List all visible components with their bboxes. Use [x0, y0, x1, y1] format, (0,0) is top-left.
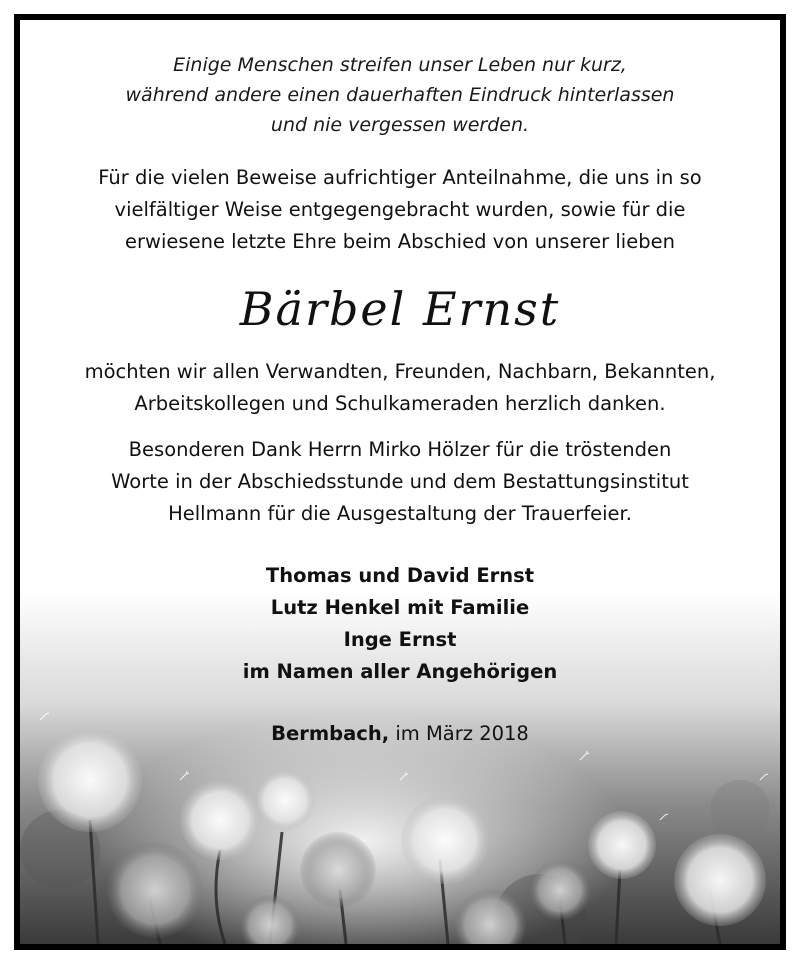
deceased-name: Bärbel Ernst	[239, 282, 561, 336]
text-line: Arbeitskollegen und Schulkameraden herzlich danken.	[134, 392, 666, 415]
signer-line: Lutz Henkel mit Familie	[270, 596, 530, 619]
signer-line: Inge Ernst	[343, 628, 457, 651]
motto-quote	[20, 50, 780, 140]
special-thanks	[20, 434, 780, 530]
text-line: Hellmann für die Ausgestaltung der Trauerfeier.	[168, 502, 632, 525]
signers-block	[20, 560, 780, 688]
text-line: erwiesene letzte Ehre beim Abschied von unserer lieben	[125, 230, 675, 253]
signer-line: Thomas und David Ernst	[265, 564, 535, 587]
obituary-frame	[14, 14, 786, 950]
motto-line: während andere einen dauerhaften Eindruck hinterlassen	[125, 84, 675, 106]
place-name: Bermbach,	[271, 722, 390, 745]
text-line: Für die vielen Beweise aufrichtiger Anteilnahme, die uns in so	[98, 166, 702, 189]
motto-line: und nie vergessen werden.	[270, 114, 530, 136]
text-line: Worte in der Abschiedsstunde und dem Bestattungsinstitut	[111, 470, 689, 493]
place-date	[20, 718, 780, 750]
text-line: möchten wir allen Verwandten, Freunden, Nachbarn, Bekannten,	[84, 360, 716, 383]
thanks-main	[20, 356, 780, 420]
text-line: vielfältiger Weise entgegengebracht wurden, sowie für die	[114, 198, 686, 221]
text-line: Besonderen Dank Herrn Mirko Hölzer für die tröstenden	[128, 438, 672, 461]
motto-line: Einige Menschen streifen unser Leben nur kurz,	[173, 54, 627, 76]
thanks-intro	[20, 162, 780, 258]
signer-line: im Namen aller Angehörigen	[242, 660, 558, 683]
date-text: im März 2018	[395, 722, 529, 745]
